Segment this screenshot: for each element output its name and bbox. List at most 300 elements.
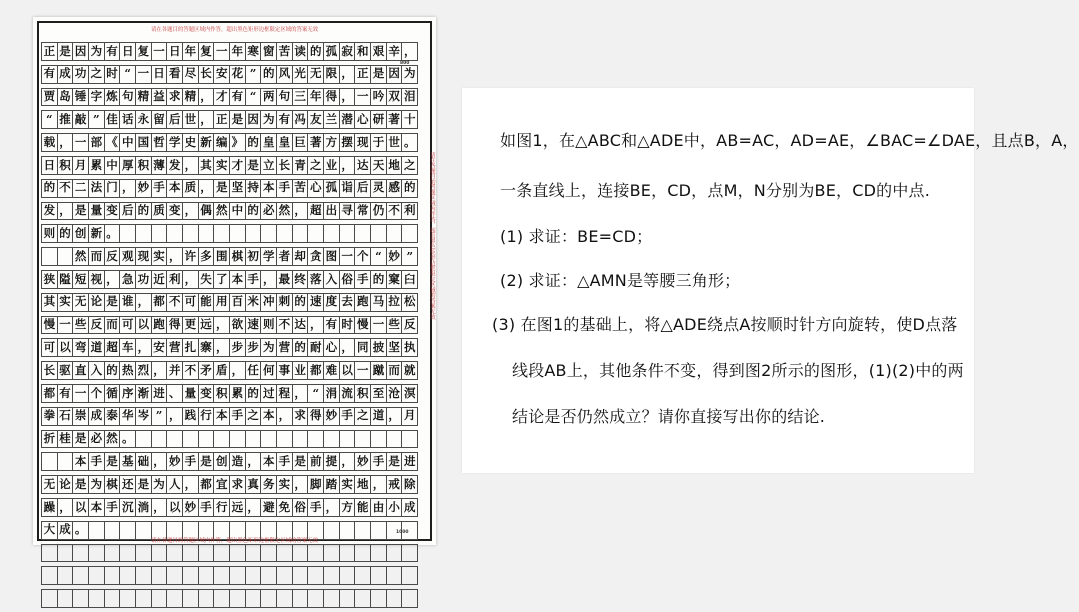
grid-cell: 持 (246, 180, 262, 197)
grid-cell: 年 (183, 43, 199, 60)
grid-cell: ， (230, 362, 246, 379)
grid-cell: 不 (277, 317, 293, 334)
grid-cell: 还 (120, 476, 136, 493)
grid-cell: 一 (73, 134, 89, 151)
grid-cell: 风 (277, 66, 293, 83)
grid-cell (340, 567, 356, 584)
grid-cell: 手 (355, 271, 371, 288)
grid-cell: 矛 (199, 362, 215, 379)
grid-cell: 是 (105, 453, 121, 470)
grid-cell: 并 (167, 362, 183, 379)
grid-row (41, 293, 418, 312)
grid-cell: 过 (261, 385, 277, 402)
grid-cell: 长 (277, 157, 293, 174)
grid-cell (152, 431, 168, 448)
grid-cell: 者 (277, 248, 293, 265)
grid-cell: 艰 (371, 43, 387, 60)
grid-cell (261, 567, 277, 584)
grid-row (41, 384, 418, 403)
grid-cell: 诣 (340, 180, 356, 197)
essay-answer-sheet (33, 17, 436, 545)
grid-cell: ， (340, 89, 356, 106)
grid-cell: “ (120, 66, 136, 83)
grid-cell: 溟 (402, 385, 418, 402)
grid-cell: 的 (136, 203, 152, 220)
sheet-footer-note: 请在各题目的答题区域内作答，超出黑色矩形边框限定区域的答案无效 (150, 538, 319, 544)
sheet-side-note: 请在各题目的答题区域内作答，超出黑色矩形边框限定区域的答案无效 (429, 152, 435, 320)
grid-cell (73, 567, 89, 584)
grid-cell: 月 (73, 157, 89, 174)
grid-cell: 岑 (136, 408, 152, 425)
grid-cell: 崇 (73, 408, 89, 425)
grid-cell (183, 590, 199, 607)
grid-cell: 法 (89, 180, 105, 197)
grid-cell: 窗 (261, 43, 277, 60)
grid-cell: 学 (261, 248, 277, 265)
grid-cell: 窠 (387, 271, 403, 288)
problem-statement-line-1: 如图1，在△ABC和△ADE中，AB=AC，AD=AE，∠BAC=∠DAE，且点B，A， (500, 131, 1079, 150)
grid-cell: 。 (120, 431, 136, 448)
grid-cell (230, 545, 246, 562)
grid-cell (120, 590, 136, 607)
grid-cell: 超 (105, 339, 121, 356)
grid-cell (183, 545, 199, 562)
grid-cell (277, 431, 293, 448)
grid-cell (324, 431, 340, 448)
grid-cell: 蹴 (371, 362, 387, 379)
grid-cell: 坚 (387, 339, 403, 356)
grid-cell: 渐 (136, 385, 152, 402)
grid-cell: 了 (214, 271, 230, 288)
grid-cell: 观 (120, 248, 136, 265)
grid-cell (42, 590, 58, 607)
grid-cell (89, 567, 105, 584)
grid-cell: 中 (105, 157, 121, 174)
grid-cell: 最 (277, 271, 293, 288)
grid-cell: 门 (105, 180, 121, 197)
grid-cell: 于 (371, 134, 387, 151)
grid-cell: 速 (246, 317, 262, 334)
grid-cell: 是 (387, 453, 403, 470)
grid-cell: 马 (371, 294, 387, 311)
grid-cell: 手 (230, 408, 246, 425)
grid-cell: “ (42, 111, 58, 128)
grid-cell: 因 (387, 66, 403, 83)
grid-cell: 松 (402, 294, 418, 311)
grid-cell (340, 545, 356, 562)
grid-cell: 度 (324, 294, 340, 311)
grid-cell: 烈 (136, 362, 152, 379)
grid-cell: 欲 (230, 317, 246, 334)
grid-cell (246, 225, 262, 242)
grid-cell: 宜 (214, 476, 230, 493)
question-3-line-2: 线段AB上，其他条件不变，得到图2所示的图形，(1)(2)中的两 (512, 361, 964, 380)
grid-cell: 无 (42, 476, 58, 493)
grid-cell: 研 (371, 111, 387, 128)
grid-cell: 而 (89, 248, 105, 265)
grid-cell: 步 (230, 339, 246, 356)
grid-cell (277, 590, 293, 607)
grid-cell: 二 (73, 180, 89, 197)
grid-cell: 复 (199, 43, 215, 60)
grid-cell: ， (152, 499, 168, 516)
grid-row (41, 475, 418, 494)
grid-cell (402, 225, 418, 242)
grid-cell (230, 590, 246, 607)
grid-cell: 是 (73, 203, 89, 220)
grid-cell: ， (293, 203, 309, 220)
grid-cell: 年 (308, 89, 324, 106)
grid-cell: 其 (42, 294, 58, 311)
grid-cell: 累 (230, 385, 246, 402)
grid-cell: ” (152, 408, 168, 425)
grid-cell: ， (277, 408, 293, 425)
grid-cell: 个 (89, 385, 105, 402)
grid-cell: 础 (136, 453, 152, 470)
grid-cell: 留 (152, 111, 168, 128)
grid-cell (214, 545, 230, 562)
grid-cell: 精 (136, 89, 152, 106)
grid-cell: 读 (293, 43, 309, 60)
grid-cell: 妙 (324, 408, 340, 425)
grid-cell: 以 (340, 362, 356, 379)
grid-cell: 除 (402, 476, 418, 493)
grid-cell: 远 (230, 499, 246, 516)
grid-cell: 、 (167, 385, 183, 402)
grid-cell (167, 225, 183, 242)
grid-row (41, 407, 418, 426)
grid-cell: 得 (167, 317, 183, 334)
grid-cell (120, 225, 136, 242)
grid-cell: 循 (105, 385, 121, 402)
grid-cell: 》 (230, 134, 246, 151)
grid-cell: ， (167, 408, 183, 425)
grid-cell (293, 567, 309, 584)
grid-cell (371, 590, 387, 607)
grid-row (41, 270, 418, 289)
grid-cell: 围 (214, 248, 230, 265)
grid-cell (387, 545, 403, 562)
grid-cell (136, 225, 152, 242)
grid-cell: 日 (42, 157, 58, 174)
grid-cell (183, 431, 199, 448)
grid-cell (167, 590, 183, 607)
grid-cell: 有 (230, 89, 246, 106)
grid-row (41, 110, 418, 129)
grid-cell: 句 (120, 89, 136, 106)
grid-cell: 去 (340, 294, 356, 311)
grid-cell: 弯 (73, 339, 89, 356)
grid-cell: 月 (402, 408, 418, 425)
grid-cell: 视 (89, 271, 105, 288)
grid-cell: 许 (183, 248, 199, 265)
grid-cell: 的 (402, 180, 418, 197)
grid-cell: 然 (277, 203, 293, 220)
grid-cell: 可 (42, 339, 58, 356)
grid-cell: 桂 (58, 431, 74, 448)
grid-cell (387, 225, 403, 242)
grid-cell: 的 (261, 66, 277, 83)
grid-cell: 一 (340, 248, 356, 265)
grid-cell: 泪 (402, 89, 418, 106)
grid-cell: 行 (214, 499, 230, 516)
grid-cell: 人 (167, 476, 183, 493)
grid-cell: 锤 (73, 89, 89, 106)
grid-cell: 日 (167, 43, 183, 60)
grid-cell (324, 590, 340, 607)
grid-cell: 的 (246, 203, 262, 220)
grid-cell: 和 (355, 43, 371, 60)
grid-cell: 利 (167, 271, 183, 288)
grid-cell (355, 567, 371, 584)
grid-cell: 扎 (183, 339, 199, 356)
grid-cell: 一 (371, 317, 387, 334)
grid-cell: ， (136, 339, 152, 356)
grid-cell (371, 567, 387, 584)
grid-cell: 敲 (73, 111, 89, 128)
grid-cell: 尽 (183, 66, 199, 83)
grid-cell: 为 (261, 339, 277, 356)
grid-cell: “ (371, 248, 387, 265)
grid-cell: 跑 (355, 294, 371, 311)
grid-cell: 的 (293, 294, 309, 311)
grid-cell: 一 (73, 385, 89, 402)
grid-cell: ， (214, 339, 230, 356)
grid-cell: 史 (183, 134, 199, 151)
grid-cell: 。 (402, 134, 418, 151)
grid-cell: 免 (277, 499, 293, 516)
grid-cell: 臼 (402, 271, 418, 288)
grid-cell: 成 (58, 66, 74, 83)
grid-cell: 谁 (120, 294, 136, 311)
grid-cell: 以 (167, 499, 183, 516)
grid-cell: 跑 (152, 317, 168, 334)
grid-cell: 部 (89, 134, 105, 151)
grid-cell: 质 (152, 203, 168, 220)
grid-cell: 远 (199, 317, 215, 334)
grid-cell (277, 567, 293, 584)
grid-cell: 一 (355, 362, 371, 379)
grid-cell: 世 (183, 111, 199, 128)
grid-row (41, 179, 418, 198)
grid-cell: “ (246, 89, 262, 106)
grid-cell: 孤 (324, 180, 340, 197)
grid-cell: 石 (58, 408, 74, 425)
grid-cell (261, 590, 277, 607)
grid-cell: 狭 (42, 271, 58, 288)
grid-cell (308, 431, 324, 448)
grid-cell: 能 (355, 499, 371, 516)
grid-cell: 妙 (136, 180, 152, 197)
grid-cell (58, 248, 74, 265)
grid-cell: 中 (230, 203, 246, 220)
grid-cell: 一 (58, 317, 74, 334)
grid-cell: ” (402, 248, 418, 265)
grid-cell: 一 (152, 43, 168, 60)
grid-cell: 积 (355, 385, 371, 402)
grid-cell: 踏 (324, 476, 340, 493)
grid-cell: ， (402, 43, 418, 60)
grid-cell: 其 (199, 157, 215, 174)
grid-cell: 行 (199, 408, 215, 425)
grid-cell: 积 (136, 157, 152, 174)
grid-cell: 量 (183, 385, 199, 402)
grid-cell: 求 (167, 89, 183, 106)
grid-cell: 刺 (277, 294, 293, 311)
grid-cell: 有 (58, 385, 74, 402)
grid-cell: 难 (324, 362, 340, 379)
grid-cell (199, 225, 215, 242)
question-3-line-3: 结论是否仍然成立？请你直接写出你的结论. (512, 407, 826, 426)
grid-cell (387, 567, 403, 584)
grid-cell: 双 (387, 89, 403, 106)
grid-cell: 实 (340, 476, 356, 493)
grid-cell (42, 545, 58, 562)
grid-cell: 手 (277, 453, 293, 470)
grid-cell: 岛 (58, 89, 74, 106)
grid-cell: 妙 (167, 453, 183, 470)
grid-cell: 创 (73, 225, 89, 242)
grid-cell: 三 (293, 89, 309, 106)
grid-row (41, 42, 418, 61)
grid-cell: 更 (183, 317, 199, 334)
grid-cell: 本 (230, 271, 246, 288)
grid-cell: 长 (42, 362, 58, 379)
grid-cell: 友 (308, 111, 324, 128)
grid-cell (42, 567, 58, 584)
grid-cell: 手 (152, 180, 168, 197)
grid-cell: ， (214, 317, 230, 334)
grid-cell: 手 (105, 499, 121, 516)
grid-cell (308, 567, 324, 584)
grid-cell: 安 (152, 339, 168, 356)
grid-cell: 手 (246, 271, 262, 288)
grid-cell: ， (152, 453, 168, 470)
grid-cell: 淌 (136, 499, 152, 516)
grid-cell: 的 (246, 385, 262, 402)
grid-cell: 偶 (199, 203, 215, 220)
grid-cell (355, 590, 371, 607)
grid-cell: 耐 (308, 339, 324, 356)
grid-cell: 因 (246, 111, 262, 128)
grid-cell: 论 (58, 476, 74, 493)
grid-cell: 则 (261, 317, 277, 334)
grid-cell: 方 (340, 499, 356, 516)
grid-cell: 前 (308, 453, 324, 470)
grid-cell: 手 (89, 453, 105, 470)
grid-cell: 皇 (277, 134, 293, 151)
grid-cell: 基 (120, 453, 136, 470)
grid-cell (152, 225, 168, 242)
grid-cell (136, 567, 152, 584)
grid-cell: 后 (167, 111, 183, 128)
grid-cell (199, 431, 215, 448)
grid-cell: “ (308, 385, 324, 402)
grid-cell: 棋 (230, 248, 246, 265)
grid-cell: 为 (89, 43, 105, 60)
grid-cell (230, 225, 246, 242)
grid-cell: 兰 (324, 111, 340, 128)
grid-cell: 贪 (308, 248, 324, 265)
grid-cell: ， (199, 180, 215, 197)
grid-cell: 得 (324, 89, 340, 106)
grid-cell: 灵 (371, 180, 387, 197)
grid-cell: 手 (199, 499, 215, 516)
grid-cell: ， (261, 271, 277, 288)
grid-cell: ， (120, 180, 136, 197)
grid-cell (58, 590, 74, 607)
grid-cell: 执 (402, 339, 418, 356)
grid-cell: 量 (89, 203, 105, 220)
grid-cell: 拳 (42, 408, 58, 425)
grid-cell: 著 (387, 111, 403, 128)
grid-cell: 妙 (183, 499, 199, 516)
grid-cell (230, 567, 246, 584)
grid-cell: 入 (324, 271, 340, 288)
grid-cell: 长 (199, 66, 215, 83)
grid-cell: 个 (355, 248, 371, 265)
grid-cell: ， (387, 408, 403, 425)
grid-cell: 实 (277, 476, 293, 493)
grid-cell: 却 (293, 248, 309, 265)
grid-cell: 创 (214, 453, 230, 470)
grid-cell: 不 (167, 294, 183, 311)
grid-cell: 然 (105, 431, 121, 448)
grid-cell (308, 225, 324, 242)
grid-cell: 直 (73, 362, 89, 379)
grid-row (41, 452, 418, 471)
grid-cell: 实 (58, 294, 74, 311)
grid-cell (324, 567, 340, 584)
grid-cell: 道 (89, 339, 105, 356)
grid-cell: 一 (214, 43, 230, 60)
grid-cell (340, 225, 356, 242)
grid-cell: 华 (120, 408, 136, 425)
grid-cell (152, 590, 168, 607)
grid-cell: 棋 (105, 476, 121, 493)
grid-cell: ， (340, 157, 356, 174)
grid-cell: 发 (42, 203, 58, 220)
grid-cell: 积 (214, 385, 230, 402)
grid-row (41, 566, 418, 585)
grid-cell (152, 567, 168, 584)
grid-cell: 躁 (42, 499, 58, 516)
grid-cell: 本 (89, 499, 105, 516)
grid-cell (89, 545, 105, 562)
grid-cell: ， (167, 248, 183, 265)
grid-cell (261, 431, 277, 448)
grid-cell: ， (58, 203, 74, 220)
grid-row (41, 316, 418, 335)
grid-cell: 都 (42, 385, 58, 402)
grid-cell: 为 (152, 476, 168, 493)
grid-cell: 。 (105, 225, 121, 242)
grid-cell: 以 (58, 339, 74, 356)
grid-cell: 进 (402, 453, 418, 470)
grid-cell: 仍 (371, 203, 387, 220)
grid-cell: 时 (105, 66, 121, 83)
grid-cell: 光 (293, 66, 309, 83)
grid-cell: 著 (308, 134, 324, 151)
grid-cell: 一 (355, 89, 371, 106)
grid-cell (58, 567, 74, 584)
grid-cell: 以 (136, 317, 152, 334)
question-3-line-1: (3) 在图1的基础上，将△ADE绕点A按顺时针方向旋转，使D点落 (492, 315, 958, 334)
grid-cell: 妙 (355, 453, 371, 470)
grid-cell: 苦 (277, 43, 293, 60)
grid-cell: 质 (183, 180, 199, 197)
grid-cell: 反 (89, 317, 105, 334)
